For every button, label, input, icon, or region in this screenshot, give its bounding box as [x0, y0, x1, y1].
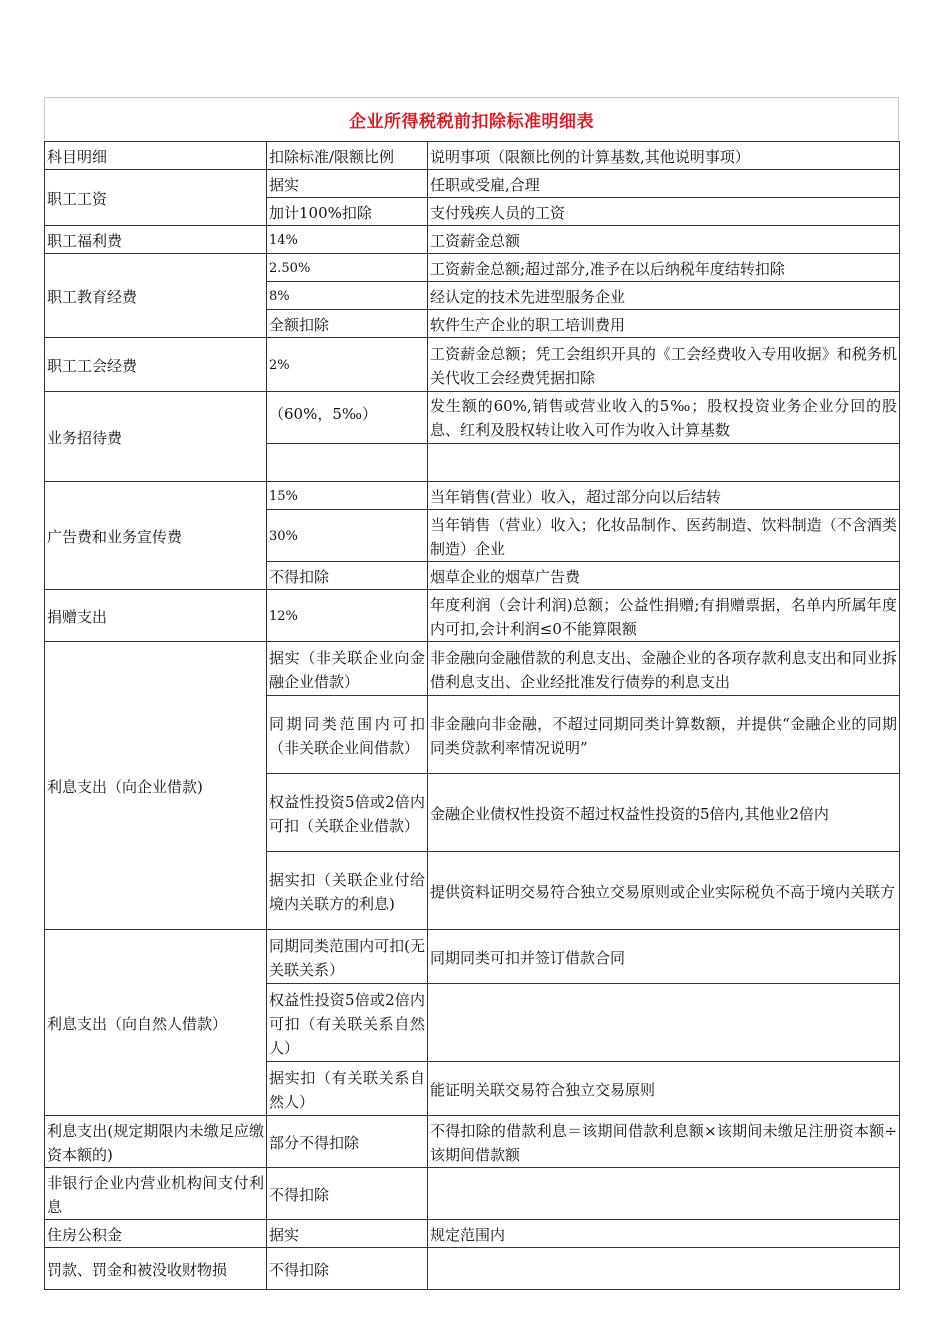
- note-cell: 不得扣除的借款利息＝该期间借款利息额×该期间未缴足注册资本额÷该期间借款额: [428, 1116, 900, 1168]
- table-row: [45, 1248, 900, 1290]
- standard-cell: （60%，5‰）: [267, 392, 428, 444]
- note-cell: 规定范围内: [428, 1220, 900, 1248]
- note-cell: 经认定的技术先进型服务企业: [428, 282, 900, 310]
- item-cell: 职工教育经费: [45, 254, 267, 338]
- table-row: [45, 338, 900, 392]
- note-cell: 非金融向金融借款的利息支出、金融企业的各项存款利息支出和同业拆借利息支出、企业经批准发行债券的利息支出: [428, 642, 900, 696]
- note-cell: [428, 1168, 900, 1220]
- note-cell: 烟草企业的烟草广告费: [428, 562, 900, 590]
- standard-cell: 2.50%: [267, 254, 428, 282]
- table-row: [45, 642, 900, 696]
- standard-cell: 不得扣除: [267, 562, 428, 590]
- table-row: [45, 1116, 900, 1168]
- table-row: [45, 226, 900, 254]
- note-cell: 工资薪金总额;超过部分,准予在以后纳税年度结转扣除: [428, 254, 900, 282]
- note-cell: 能证明关联交易符合独立交易原则: [428, 1062, 900, 1116]
- standard-cell-empty: [267, 444, 428, 482]
- standard-cell: 8%: [267, 282, 428, 310]
- note-cell: 非金融向非金融，不超过同期同类计算数额，并提供“金融企业的同期同类贷款利率情况说明”: [428, 696, 900, 774]
- standard-cell: 不得扣除: [267, 1168, 428, 1220]
- standard-cell: 加计100%扣除: [267, 198, 428, 226]
- item-cell: 广告费和业务宣传费: [45, 482, 267, 590]
- standard-cell: 14%: [267, 226, 428, 254]
- standard-cell: 权益性投资5倍或2倍内可扣（关联企业借款）: [267, 774, 428, 852]
- standard-cell: 30%: [267, 510, 428, 562]
- standard-cell: 同期同类范围内可扣(无关联关系）: [267, 930, 428, 984]
- standard-cell: 15%: [267, 482, 428, 510]
- deduction-table: [44, 141, 900, 1290]
- standard-cell: 部分不得扣除: [267, 1116, 428, 1168]
- note-cell: 年度利润（会计利润)总额；公益性捐赠;有捐赠票据，名单内所属年度内可扣,会计利润≤0不能算限额: [428, 590, 900, 642]
- standard-cell: 据实（非关联企业向金融企业借款）: [267, 642, 428, 696]
- note-cell: 支付残疾人员的工资: [428, 198, 900, 226]
- item-cell: 职工福利费: [45, 226, 267, 254]
- note-cell: 工资薪金总额；凭工会组织开具的《工会经费收入专用收据》和税务机关代收工会经费凭据扣除: [428, 338, 900, 392]
- item-cell: 非银行企业内营业机构间支付利息: [45, 1168, 267, 1220]
- header-item: 科目明细: [45, 142, 267, 170]
- item-cell: 利息支出（向自然人借款）: [45, 930, 267, 1116]
- item-cell: 罚款、罚金和被没收财物损: [45, 1248, 267, 1290]
- table-row: [45, 930, 900, 984]
- note-cell-empty: [428, 444, 900, 482]
- standard-cell: 权益性投资5倍或2倍内可扣（有关联关系自然人）: [267, 984, 428, 1062]
- table-header-row: [45, 142, 900, 170]
- item-cell: 捐赠支出: [45, 590, 267, 642]
- note-cell: 提供资料证明交易符合独立交易原则或企业实际税负不高于境内关联方: [428, 852, 900, 930]
- note-cell: [428, 984, 900, 1062]
- standard-cell: 不得扣除: [267, 1248, 428, 1290]
- table-row: [45, 482, 900, 510]
- table-row: [45, 590, 900, 642]
- note-cell: 任职或受雇,合理: [428, 170, 900, 198]
- note-cell: 同期同类可扣并签订借款合同: [428, 930, 900, 984]
- note-cell: 工资薪金总额: [428, 226, 900, 254]
- item-cell: 职工工资: [45, 170, 267, 226]
- standard-cell: 全额扣除: [267, 310, 428, 338]
- table-row: [45, 254, 900, 282]
- standard-cell: 同期同类范围内可扣（非关联企业间借款）: [267, 696, 428, 774]
- note-cell: 发生额的60%,销售或营业收入的5‰；股权投资业务企业分回的股息、红利及股权转让收入可作为收入计算基数: [428, 392, 900, 444]
- header-standard: 扣除标准/限额比例: [267, 142, 428, 170]
- standard-cell: 12%: [267, 590, 428, 642]
- deduction-sheet: [44, 97, 899, 1290]
- page-title: 企业所得税税前扣除标准明细表: [349, 112, 594, 132]
- note-cell: 金融企业债权性投资不超过权益性投资的5倍内,其他业2倍内: [428, 774, 900, 852]
- standard-cell: 2%: [267, 338, 428, 392]
- item-cell: 职工工会经费: [45, 338, 267, 392]
- item-cell: 住房公积金: [45, 1220, 267, 1248]
- table-row: [45, 170, 900, 198]
- standard-cell: 据实: [267, 170, 428, 198]
- item-cell: 利息支出(规定期限内未缴足应缴资本额的): [45, 1116, 267, 1168]
- note-cell: [428, 1248, 900, 1290]
- standard-cell: 据实扣（关联企业付给境内关联方的利息): [267, 852, 428, 930]
- note-cell: 当年销售(营业）收入，超过部分向以后结转: [428, 482, 900, 510]
- note-cell: 当年销售（营业）收入；化妆品制作、医药制造、饮料制造（不含酒类制造）企业: [428, 510, 900, 562]
- note-cell: 软件生产企业的职工培训费用: [428, 310, 900, 338]
- table-row: [45, 1220, 900, 1248]
- title-box: [44, 97, 899, 141]
- header-note: 说明事项（限额比例的计算基数,其他说明事项）: [428, 142, 900, 170]
- table-row: [45, 1168, 900, 1220]
- standard-cell: 据实扣（有关联关系自然人）: [267, 1062, 428, 1116]
- item-cell: 利息支出（向企业借款): [45, 642, 267, 930]
- standard-cell: 据实: [267, 1220, 428, 1248]
- table-row: [45, 392, 900, 444]
- item-cell: 业务招待费: [45, 392, 267, 482]
